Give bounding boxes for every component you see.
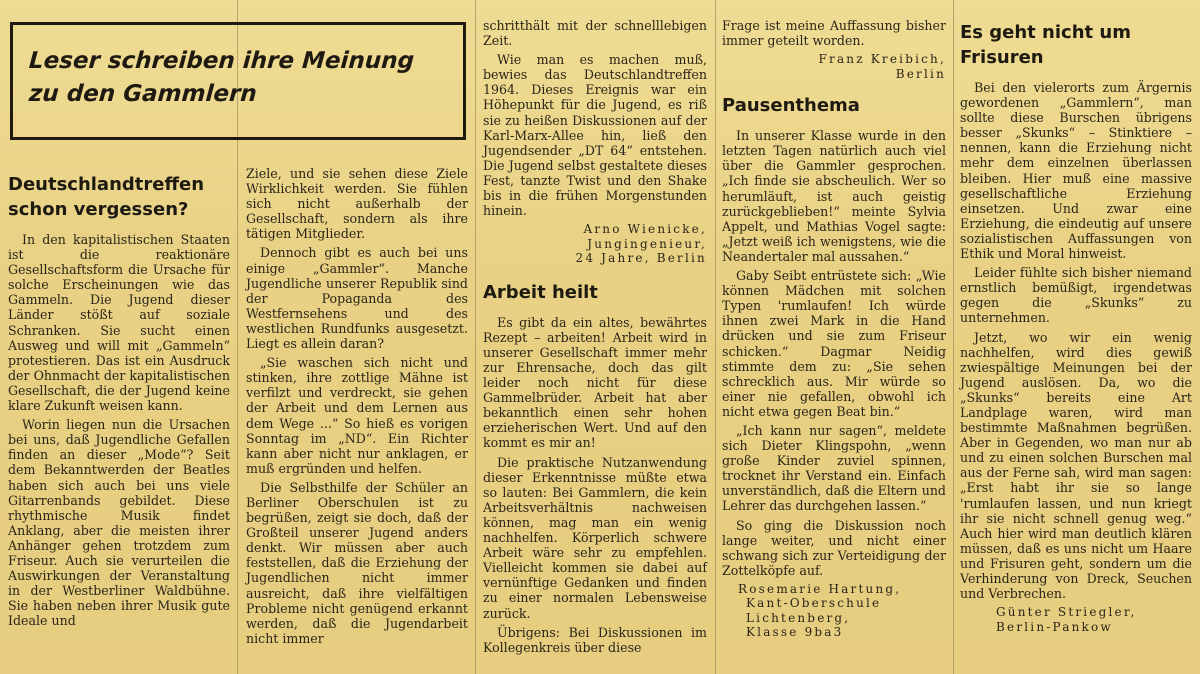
paragraph: Bei den vielerorts zum Ärgernis gewordenen „Gammlern“, man sollte diese Burschen übrigens besser „Skunks“ – Stinktiere – nennen, kann die Erziehung nicht mehr dem einzelnen überlassen bleiben. Hier muß eine massive gesellschaftliche Erziehung einsetzen. Und zwar eine Erziehung, die eindeutig auf unsere sozialistischen Auffassungen von Ethik und Moral hinweist.: [960, 80, 1192, 262]
paragraph: In den kapitalistischen Staaten ist die reaktionäre Gesellschaftsform die Ursache für solche Erscheinungen wie das Gammeln. Die Jugend dieser Länder stößt auf soziale Schranken. Sie sucht einen Ausweg und will mit „Gammeln“ protestieren. Das ist ein Ausdruck der Ohnmacht der kapitalistischen Gesellschaft, die der Jugend keine klare Zukunft weisen kann.: [8, 232, 230, 414]
signature-line: Kant-Oberschule: [746, 596, 882, 611]
column-rule: [475, 0, 476, 674]
column-rule: [953, 0, 954, 674]
paragraph: So ging die Diskussion noch lange weiter, und nicht einer schwang sich zur Verteidigung der Zottelköpfe auf.: [722, 517, 946, 578]
paragraph: Gaby Seibt entrüstete sich: „Wie können Mädchen mit solchen Typen 'rumlaufen! Ich würde ihnen zwei Mark in die Hand drücken und sie zum Friseur schicken.“ Dagmar Neidig stimmte dem zu: „Sie sehen schrecklich aus. Mir würde so einer nie gefallen, obwohl ich nicht etwa gegen Beat bin.“: [722, 268, 946, 419]
header-line-2: zu den Gammlern: [28, 81, 258, 107]
article-title-line-1: Es geht nicht um: [960, 22, 1131, 43]
paragraph: Leider fühlte sich bisher niemand ernstlich bemüßigt, irgendetwas gegen die „Skunks“ zu unternehmen.: [960, 265, 1192, 326]
signature-line: Lichtenberg,: [746, 610, 851, 625]
signature-line: Rosemarie Hartung,: [738, 581, 902, 596]
paragraph: In unserer Klasse wurde in den letzten Tagen natürlich auch viel über die Gammler gesprochen. „Ich finde sie abscheulich. Wer so herumläuft, ist auch geistig zurückgeblieben!“ meinte Sylvia Appelt, und Mathias Vogel sagte: „Jetzt weiß ich wenigstens, wie die Neandertaler mal aussahen.“: [722, 128, 946, 264]
paragraph: Dennoch gibt es auch bei uns einige „Gammler“. Manche Jugendliche unserer Republik sind der Popaganda des Westfernsehens und des westlichen Rundfunks ausgesetzt. Liegt es allein daran?: [246, 245, 468, 352]
signature: [722, 52, 946, 81]
header-box: [10, 22, 466, 140]
paragraph: Die praktische Nutzanwendung dieser Erkenntnisse müßte etwa so lauten: Bei Gammlern, die kein Arbeitsverhältnis nachweisen können, mag man ein wenig nachhelfen. Körperlich schwere Arbeit wäre sehr zu empfehlen. Vielleicht kommen sie dabei auf vernünftige Gedanken und finden zu einer normalen Lebensweise zurück.: [483, 454, 707, 621]
paragraph: schritthält mit der schnelllebigen Zeit.: [483, 18, 707, 49]
signature: [483, 222, 707, 266]
signature-line: 24 Jahre, Berlin: [575, 251, 707, 266]
paragraph: Übrigens: Bei Diskussionen im Kollegenkreis über diese: [483, 624, 707, 655]
column-rule: [715, 0, 716, 674]
signature-line: Berlin-Pankow: [996, 619, 1113, 634]
paragraph: Worin liegen nun die Ursachen bei uns, daß Jugendliche Gefallen finden an dieser „Mode“? Seit dem Bekanntwerden der Beatles haben sich auch bei uns viele Gitarrenbands gebildet. Diese rhythmische Musik findet Anklang, aber die meisten ihrer Anhänger gehen trotzdem zum Friseur. Auch sie verurteilen die Auswirkungen der Veranstaltung in der Westberliner Waldbühne. Sie haben neben ihrer Musik gute Ideale und: [8, 417, 230, 629]
signature-line: Jungingenieur,: [587, 236, 707, 251]
signature-line: Arno Wienicke,: [583, 222, 707, 237]
paragraph: Wie man es machen muß, bewies das Deutschlandtreffen 1964. Dieses Ereignis war ein Höhepunkt für die Jugend, es riß sie zu heißen Diskussionen auf der Karl-Marx-Allee hin, ließ den Jugendsender „DT 64“ entstehen. Die Jugend selbst gestaltete dieses Fest, tanzte Twist und den Shake bis in die frühen Morgenstunden hinein.: [483, 52, 707, 219]
article-deutschlandtreffen-col1: [8, 172, 230, 632]
header-line-1: Leser schreiben ihre Meinung: [28, 48, 415, 74]
paragraph: Die Selbsthilfe der Schüler an Berliner Oberschulen ist zu begrüßen, zeigt sie doch, daß der Großteil unserer Jugend anders denkt. Wir müssen aber auch feststellen, daß die Erziehung der Jugendlichen nicht immer ausreicht, daß ihre vielfältigen Probleme nicht genügend erkannt werden, daß die Jugendarbeit nicht immer: [246, 479, 468, 646]
paragraph: Es gibt da ein altes, bewährtes Rezept – arbeiten! Arbeit wird in unserer Gesellschaft immer mehr zur Ehrensache, doch das gilt leider noch nicht für diese Gammelbrüder. Arbeit hat aber bekanntlich einen sehr hohen erzieherischen Wert. Und auf den kommt es mir an!: [483, 314, 707, 451]
article-title: [8, 172, 230, 222]
paragraph: Ziele, und sie sehen diese Ziele Wirklichkeit werden. Sie fühlen sich nicht außerhalb der Gesellschaft, sondern als ihre tätigen Mitglieder.: [246, 166, 468, 242]
article-title-line-2: Frisuren: [960, 47, 1044, 68]
article-title: Arbeit heilt: [483, 281, 598, 303]
signature-line: Klasse 9ba3: [746, 625, 844, 640]
signature-line: Franz Kreibich,: [818, 52, 946, 67]
paragraph: „Ich kann nur sagen“, meldete sich Dieter Klingspohn, „wenn große Kinder zuviel spinnen, trocknet ihr Verstand ein. Einfach unverständlich, daß die Eltern und Lehrer das durchgehen lassen.“: [722, 422, 946, 514]
article-title-line-2: schon vergessen?: [8, 199, 189, 220]
article-deutschlandtreffen-col2: [246, 166, 468, 650]
paragraph: „Sie waschen sich nicht und stinken, ihre zottlige Mähne ist verfilzt und verdreckt, sie gehen der Arbeit und dem Lernen aus dem Wege ...“ So hieß es vorigen Sonntag im „ND“. Ein Richter kann aber nicht nur anklagen, er muß ergründen und helfen.: [246, 355, 468, 476]
article-title: [960, 20, 1192, 70]
article-column-4: [722, 18, 946, 646]
signature: [960, 605, 1192, 634]
signature-line: Berlin: [895, 66, 946, 81]
article-title: Pausenthema: [722, 95, 860, 117]
article-frisuren: [960, 20, 1192, 640]
paragraph: Jetzt, wo wir ein wenig nachhelfen, wird dies gewiß zwiespältige Meinungen bei der Jugend auslösen. Da, wo die „Skunks“ bereits eine Art Landplage waren, wird man bestimmte Maßnahmen begrüßen. Aber in Gegenden, wo man nur ab und zu einen solchen Burschen mal aus der Ferne sah, wird man sagen: „Erst habt ihr sie so lange 'rumlaufen lassen, und nun kriegt ihr sie nicht schnell genug weg.“ Auch hier wird man deutlich klären müssen, daß es uns nicht um Haare und Frisuren geht, sondern um die Verhinderung von Dreck, Seuchen und Verbrechen.: [960, 329, 1192, 602]
paragraph: Frage ist meine Auffassung bisher immer geteilt worden.: [722, 18, 946, 49]
article-column-3: [483, 18, 707, 659]
signature-line: Günter Striegler,: [996, 605, 1137, 620]
signature: [722, 582, 946, 640]
article-title-line-1: Deutschlandtreffen: [8, 174, 205, 195]
